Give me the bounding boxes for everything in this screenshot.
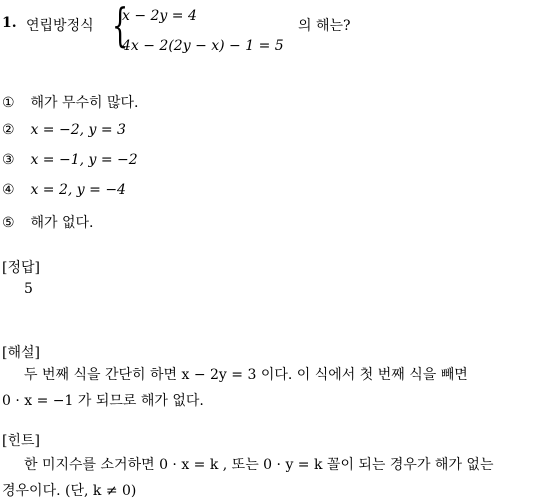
answer-label: [정답] [2, 260, 40, 276]
choice-2-mark: ② [2, 122, 15, 138]
explanation-line-1: 두 번째 식을 간단히 하면 x − 2y = 3 이다. 이 식에서 첫 번째 식을 빼면 [24, 367, 468, 383]
choice-5 [2, 212, 93, 232]
problem-number: 1. [2, 15, 17, 31]
choice-1-mark: ① [2, 95, 15, 111]
choice-1-text: 해가 무수히 많다. [30, 95, 139, 111]
choice-5-mark: ⑤ [2, 215, 15, 231]
explanation-label: [해설] [2, 345, 40, 361]
equation-1: x − 2y = 4 [122, 8, 197, 24]
choice-3 [2, 152, 138, 168]
answer-value: 5 [24, 281, 33, 297]
problem-prompt: 연립방정식 [26, 18, 94, 34]
explanation-line-2: 0 · x = −1 가 되므로 해가 없다. [2, 393, 204, 409]
choice-4-text: x = 2, y = −4 [30, 182, 126, 198]
choice-3-text: x = −1, y = −2 [30, 152, 138, 168]
choice-2-text: x = −2, y = 3 [30, 122, 126, 138]
explanation-text [2, 362, 532, 414]
choice-2 [2, 122, 126, 138]
problem-suffix: 의 해는? [298, 18, 351, 34]
choice-5-text: 해가 없다. [30, 215, 94, 231]
hint-label: [힌트] [2, 433, 40, 449]
hint-line-2: 경우이다. (단, k ≠ 0) [2, 483, 137, 499]
system-brace: { [112, 0, 129, 52]
hint-line-1: 한 미지수를 소거하면 0 · x = k , 또는 0 · y = k 꼴이 되는 경우가 해가 없는 [24, 457, 494, 473]
choice-3-mark: ③ [2, 152, 15, 168]
choice-1 [2, 92, 138, 112]
equation-2: 4x − 2(2y − x) − 1 = 5 [122, 38, 284, 54]
choice-4-mark: ④ [2, 182, 15, 198]
choice-4 [2, 182, 126, 198]
hint-text [2, 452, 532, 504]
